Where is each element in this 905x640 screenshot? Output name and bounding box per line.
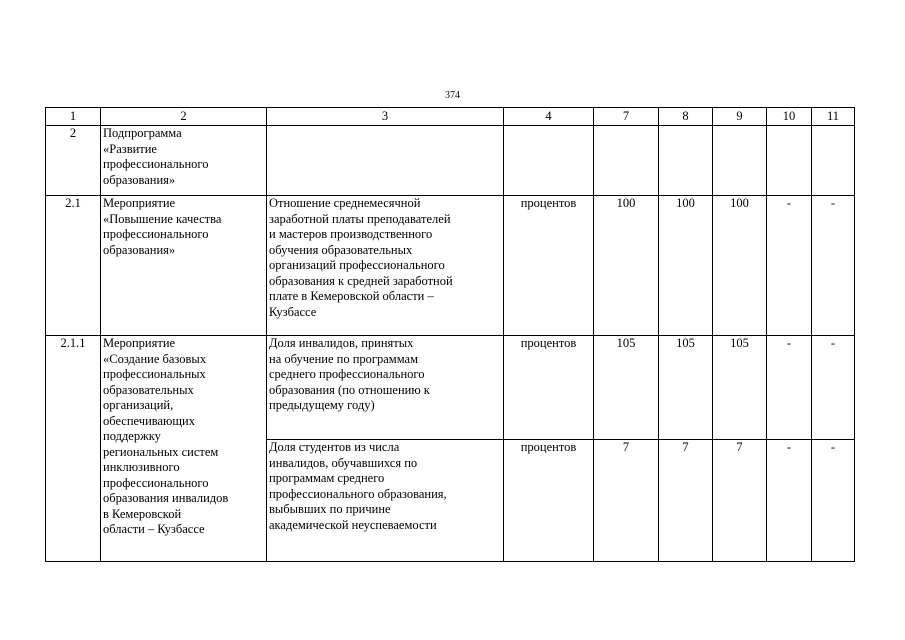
row-value-10 (767, 126, 812, 196)
row-value-11: - (812, 196, 855, 336)
row-value-9: 105 (713, 336, 767, 440)
row-code: 2 (46, 126, 101, 196)
column-header: 3 (267, 108, 504, 126)
row-description: Мероприятие «Повышение качества профессионального образования» (101, 196, 267, 336)
row-value-8 (659, 126, 713, 196)
row-unit (504, 126, 594, 196)
column-header: 9 (713, 108, 767, 126)
row-description: Мероприятие «Создание базовых профессиональных образовательных организаций, обеспечивающих поддержку региональных систем инклюзивного профессионального образования инвалидов в Кемеровской области – Кузбассе (101, 336, 267, 562)
row-value-10: - (767, 196, 812, 336)
table-row (46, 126, 855, 196)
row-value-9: 100 (713, 196, 767, 336)
page-number: 374 (445, 90, 460, 101)
row-value-9 (713, 126, 767, 196)
row-value-10: - (767, 336, 812, 440)
row-value-10: - (767, 440, 812, 562)
row-code: 2.1.1 (46, 336, 101, 562)
row-value-9: 7 (713, 440, 767, 562)
row-value-8: 100 (659, 196, 713, 336)
row-value-7: 7 (594, 440, 659, 562)
row-indicator (267, 126, 504, 196)
row-code: 2.1 (46, 196, 101, 336)
row-value-11: - (812, 336, 855, 440)
row-value-7: 100 (594, 196, 659, 336)
column-header: 2 (101, 108, 267, 126)
column-header: 10 (767, 108, 812, 126)
row-unit: процентов (504, 440, 594, 562)
column-header: 11 (812, 108, 855, 126)
row-value-7 (594, 126, 659, 196)
row-unit: процентов (504, 196, 594, 336)
row-unit: процентов (504, 336, 594, 440)
row-indicator: Отношение среднемесячной заработной платы преподавателей и мастеров производственного обучения образовательных организаций профессионального образования к средней заработной плате в Кемеровской области – Кузбассе (267, 196, 504, 336)
table-row (46, 196, 855, 336)
table-header-row (46, 108, 855, 126)
table-row (46, 336, 855, 440)
column-header: 1 (46, 108, 101, 126)
row-value-8: 105 (659, 336, 713, 440)
column-header: 4 (504, 108, 594, 126)
row-value-11: - (812, 440, 855, 562)
row-value-11 (812, 126, 855, 196)
column-header: 8 (659, 108, 713, 126)
row-indicator: Доля инвалидов, принятых на обучение по программам среднего профессионального образования (по отношению к предыдущему году) (267, 336, 504, 440)
row-description: Подпрограмма «Развитие профессионального образования» (101, 126, 267, 196)
row-value-8: 7 (659, 440, 713, 562)
row-value-7: 105 (594, 336, 659, 440)
row-indicator: Доля студентов из числа инвалидов, обучавшихся по программам среднего профессионального образования, выбывших по причине академической неуспеваемости (267, 440, 504, 562)
column-header: 7 (594, 108, 659, 126)
indicators-table (45, 107, 855, 562)
